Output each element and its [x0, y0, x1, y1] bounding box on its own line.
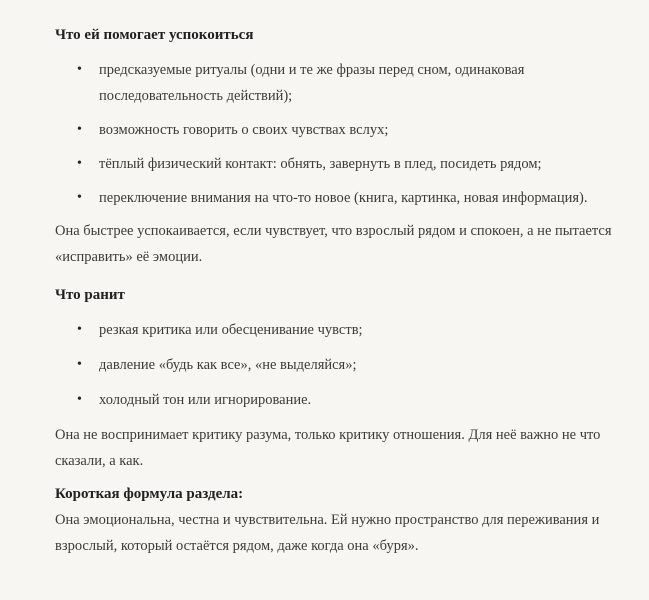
calming-paragraph: Она быстрее успокаивается, если чувствует, что взрослый рядом и спокоен, а не пытается «исправить» её эмоции.	[55, 223, 612, 265]
list-item-text: предсказуемые ритуалы (одни и те же фразы перед сном, одинаковая последовательность действий);	[99, 62, 525, 104]
list-item	[55, 117, 615, 143]
bullet-icon: •	[77, 62, 82, 77]
section-heading-calming: Что ей помогает успокоиться	[55, 27, 254, 43]
list-item	[55, 352, 615, 378]
hurts-list	[55, 317, 615, 413]
bullet-icon: •	[77, 156, 82, 171]
bullet-icon: •	[77, 190, 82, 205]
list-item	[55, 57, 615, 109]
list-item-text: резкая критика или обесценивание чувств;	[99, 322, 363, 338]
bullet-icon: •	[77, 392, 82, 407]
bullet-icon: •	[77, 322, 82, 337]
list-item	[55, 317, 615, 343]
list-item-text: возможность говорить о своих чувствах вслух;	[99, 122, 389, 138]
list-item	[55, 185, 615, 211]
calming-list	[55, 57, 615, 211]
bullet-icon: •	[77, 122, 82, 137]
list-item-text: тёплый физический контакт: обнять, завернуть в плед, посидеть рядом;	[99, 156, 542, 172]
list-item-text: холодный тон или игнорирование.	[99, 392, 312, 408]
document-content	[55, 23, 615, 559]
hurts-paragraph: Она не воспринимает критику разума, только критику отношения. Для неё важно не что сказали, а как.	[55, 427, 601, 469]
list-item	[55, 151, 615, 177]
list-item	[55, 387, 615, 413]
section-heading-summary: Короткая формула раздела:	[55, 486, 244, 502]
summary-paragraph: Она эмоциональна, честна и чувствительна. Ей нужно пространство для переживания и взрослый, который остаётся рядом, даже когда она «буря».	[55, 512, 600, 554]
list-item-text: давление «будь как все», «не выделяйся»;	[99, 357, 357, 373]
list-item-text: переключение внимания на что-то новое (книга, картинка, новая информация).	[99, 190, 588, 206]
section-heading-hurts: Что ранит	[55, 287, 125, 303]
bullet-icon: •	[77, 357, 82, 372]
